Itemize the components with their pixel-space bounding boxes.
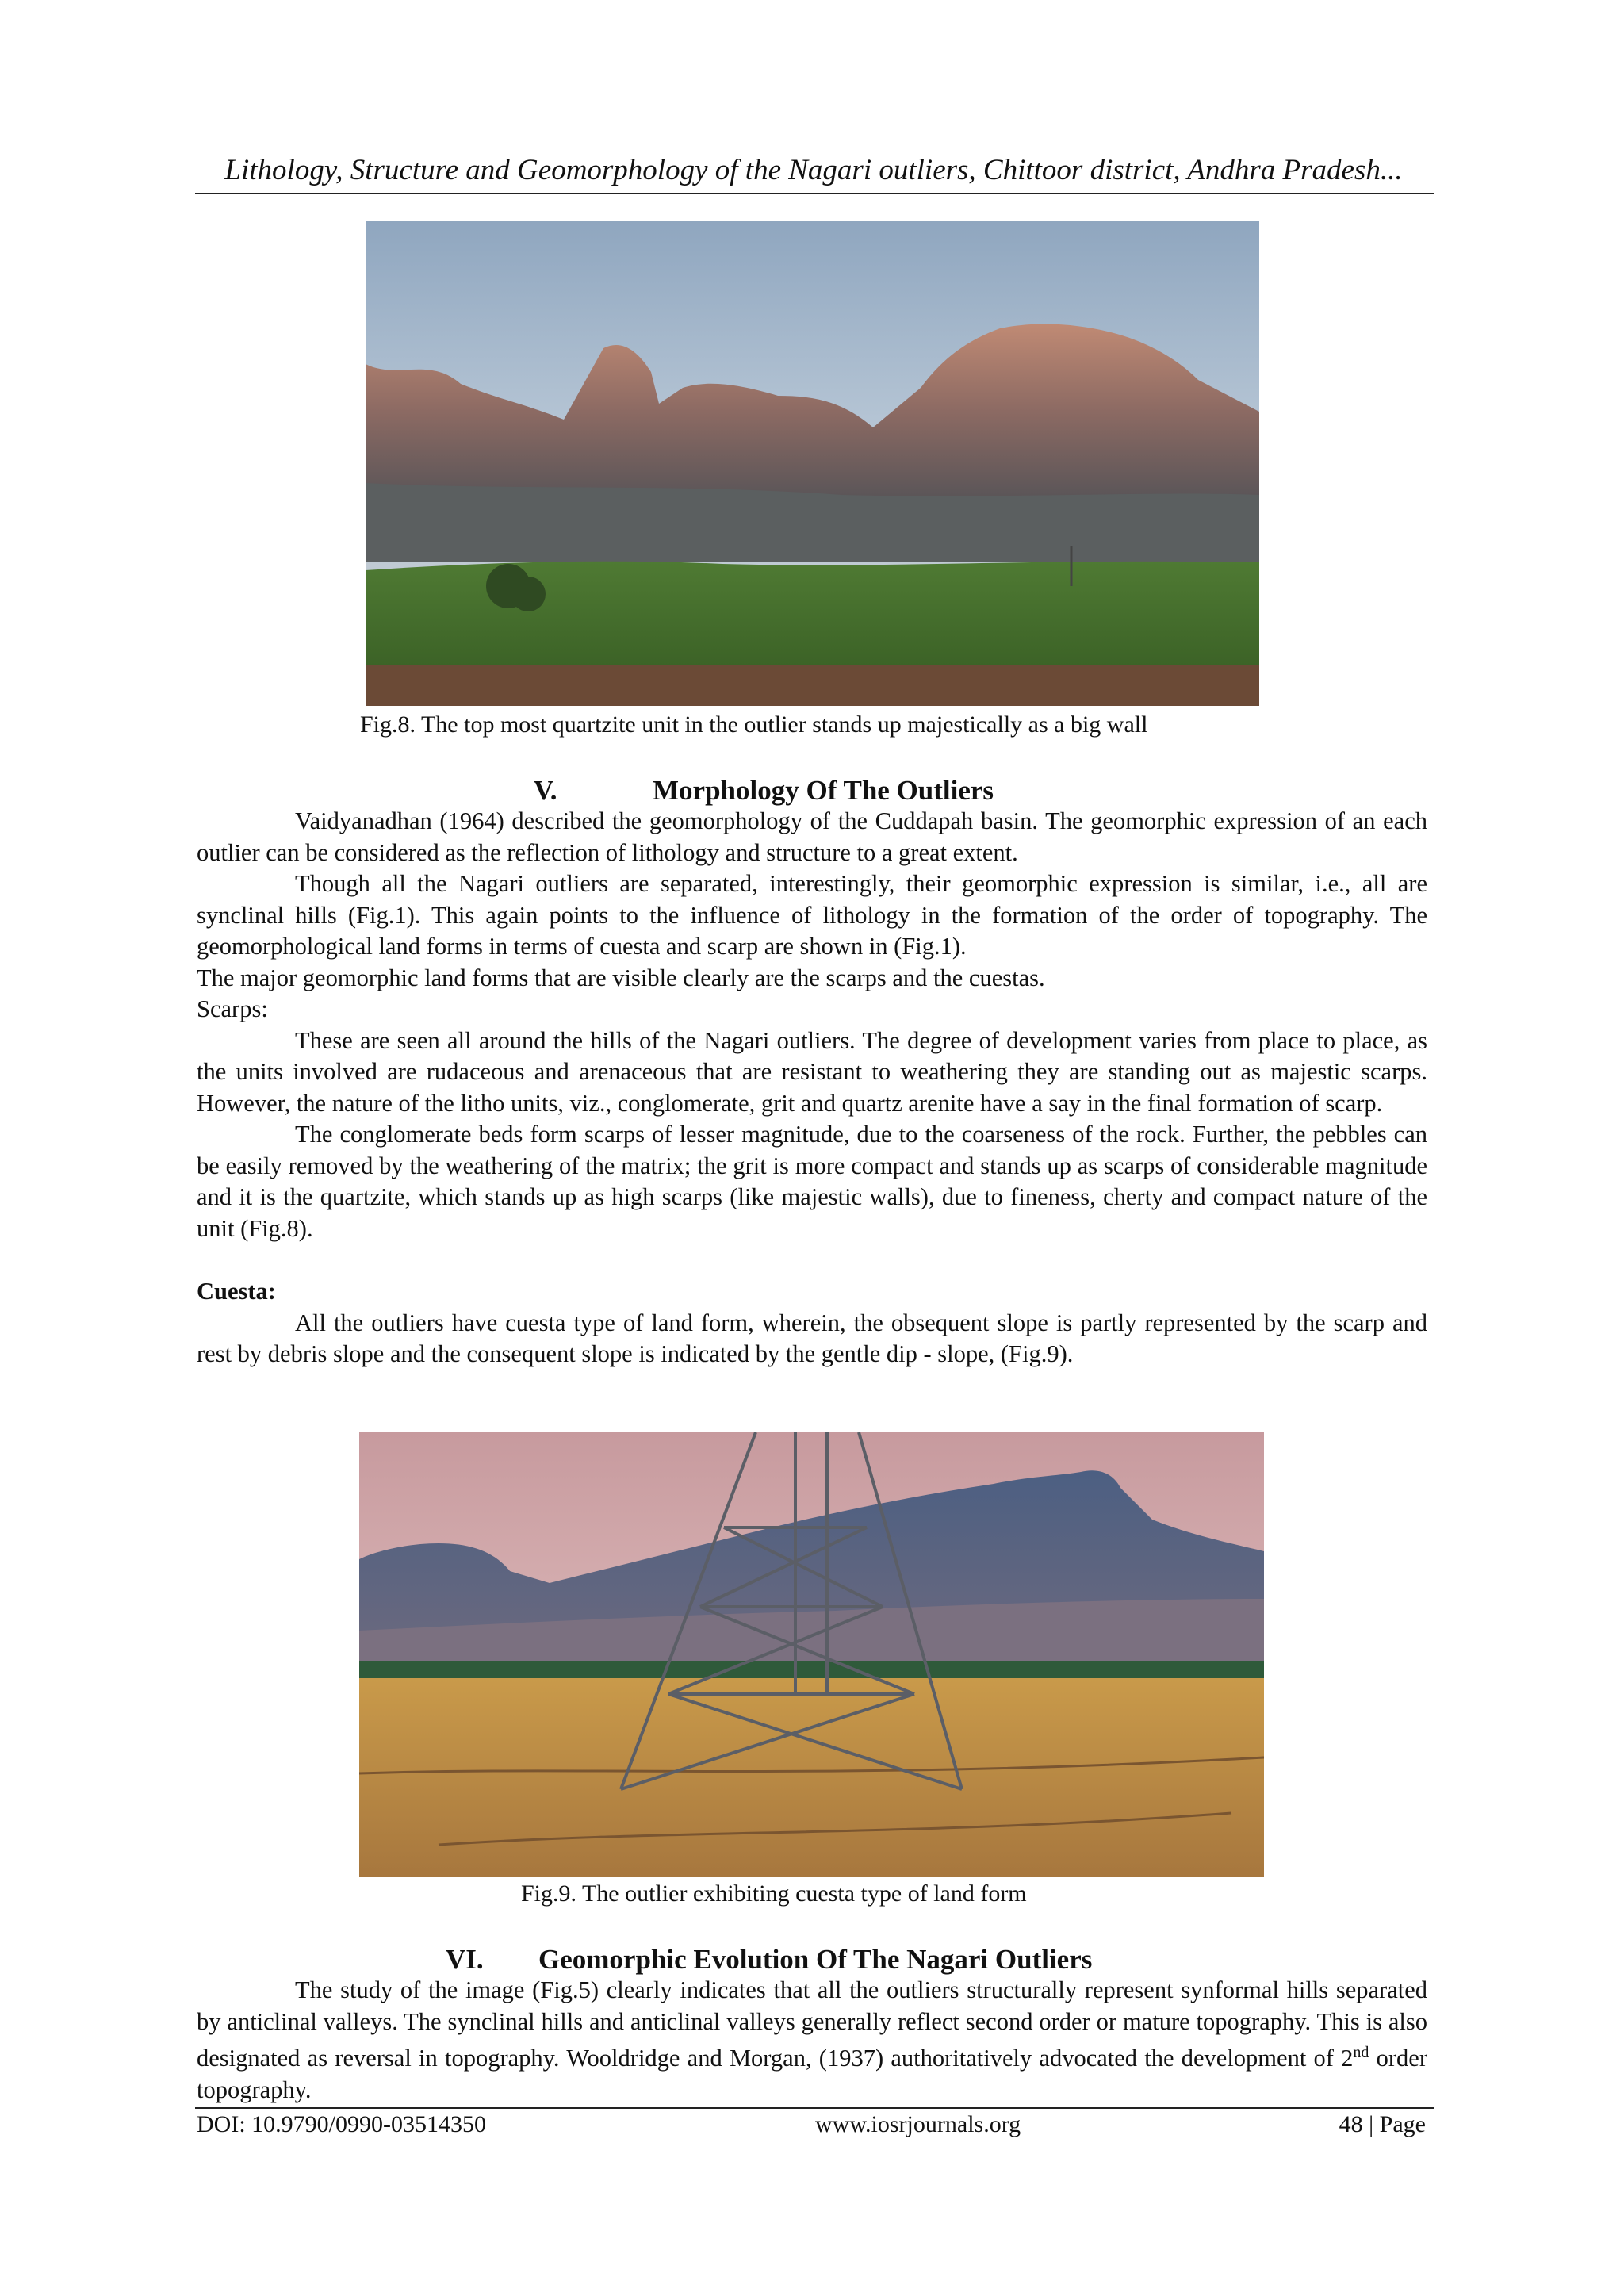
section-v-title: Morphology Of The Outliers (653, 775, 994, 806)
scarps-heading: Scarps: (197, 995, 268, 1022)
paragraph: Though all the Nagari outliers are separated, interestingly, their geomorphic expression is similar, i.e., all are synclinal hills (Fig.1). This again points to the influence of lithology in the formation of the order of topography. The geomorphological land forms in terms of cuesta and scarp are shown in (Fig.1). (197, 870, 1427, 960)
section-vi-number: VI. (446, 1944, 484, 1975)
fig9-photo (359, 1432, 1264, 1877)
paragraph-tail: order topography. (197, 2045, 1427, 2103)
paragraph (197, 1975, 1427, 2106)
section-vi-heading (446, 1944, 1092, 1976)
section-vi-body (197, 1975, 1427, 2106)
footer-rule (195, 2107, 1434, 2109)
cuesta-heading: Cuesta: (197, 1278, 276, 1305)
footer-doi: DOI: 10.9790/0990-03514350 (197, 2111, 486, 2137)
running-header: Lithology, Structure and Geomorphology of the Nagari outliers, Chittoor district, Andhra Pradesh... (224, 154, 1403, 186)
fig8-caption: Fig.8. The top most quartzite unit in the outlier stands up majestically as a big wall (360, 711, 1148, 738)
header-rule (195, 193, 1434, 194)
section-v-number: V. (534, 775, 557, 806)
paragraph: The major geomorphic land forms that are visible clearly are the scarps and the cuestas. (197, 964, 1045, 991)
spacer (197, 1244, 1427, 1276)
footer-page-number: 48 | Page (1339, 2111, 1426, 2137)
section-v-body (197, 806, 1427, 1370)
paragraph-text: The study of the image (Fig.5) clearly indicates that all the outliers structurally represent synformal hills separated by anticlinal valleys. The synclinal hills and anticlinal valleys generally reflect second order or mature topography. This is also designated as reversal in topography. Wooldridge and Morgan, (1937) authoritatively advocated the development of 2 (197, 1976, 1427, 2072)
paragraph: The conglomerate beds form scarps of lesser magnitude, due to the coarseness of the rock. Further, the pebbles can be easily removed by the weathering of the matrix; the grit is more compact and stands up as scarps of considerable magnitude and it is the quartzite, which stands up as high scarps (like majestic walls), due to fineness, cherty and compact nature of the unit (Fig.8). (197, 1121, 1427, 1242)
paragraph: Vaidyanadhan (1964) described the geomorphology of the Cuddapah basin. The geomorphic expression of an each outlier can be considered as the reflection of lithology and structure to a great extent. (197, 807, 1427, 866)
ordinal-superscript: nd (1353, 2044, 1369, 2061)
fig9-caption: Fig.9. The outlier exhibiting cuesta type of land form (521, 1880, 1027, 1907)
section-v-heading (534, 775, 994, 807)
footer-website: www.iosrjournals.org (815, 2111, 1021, 2137)
section-vi-title: Geomorphic Evolution Of The Nagari Outliers (538, 1944, 1093, 1975)
paragraph: These are seen all around the hills of the Nagari outliers. The degree of development varies from place to place, as the units involved are rudaceous and arenaceous that are resistant to weathering they are standing out as majestic scarps. However, the nature of the litho units, viz., conglomerate, grit and quartz arenite have a say in the final formation of scarp. (197, 1026, 1427, 1117)
fig8-photo (366, 221, 1259, 706)
paragraph: All the outliers have cuesta type of land form, wherein, the obsequent slope is partly represented by the scarp and rest by debris slope and the consequent slope is indicated by the gentle dip - slope, (Fig.9). (197, 1309, 1427, 1367)
